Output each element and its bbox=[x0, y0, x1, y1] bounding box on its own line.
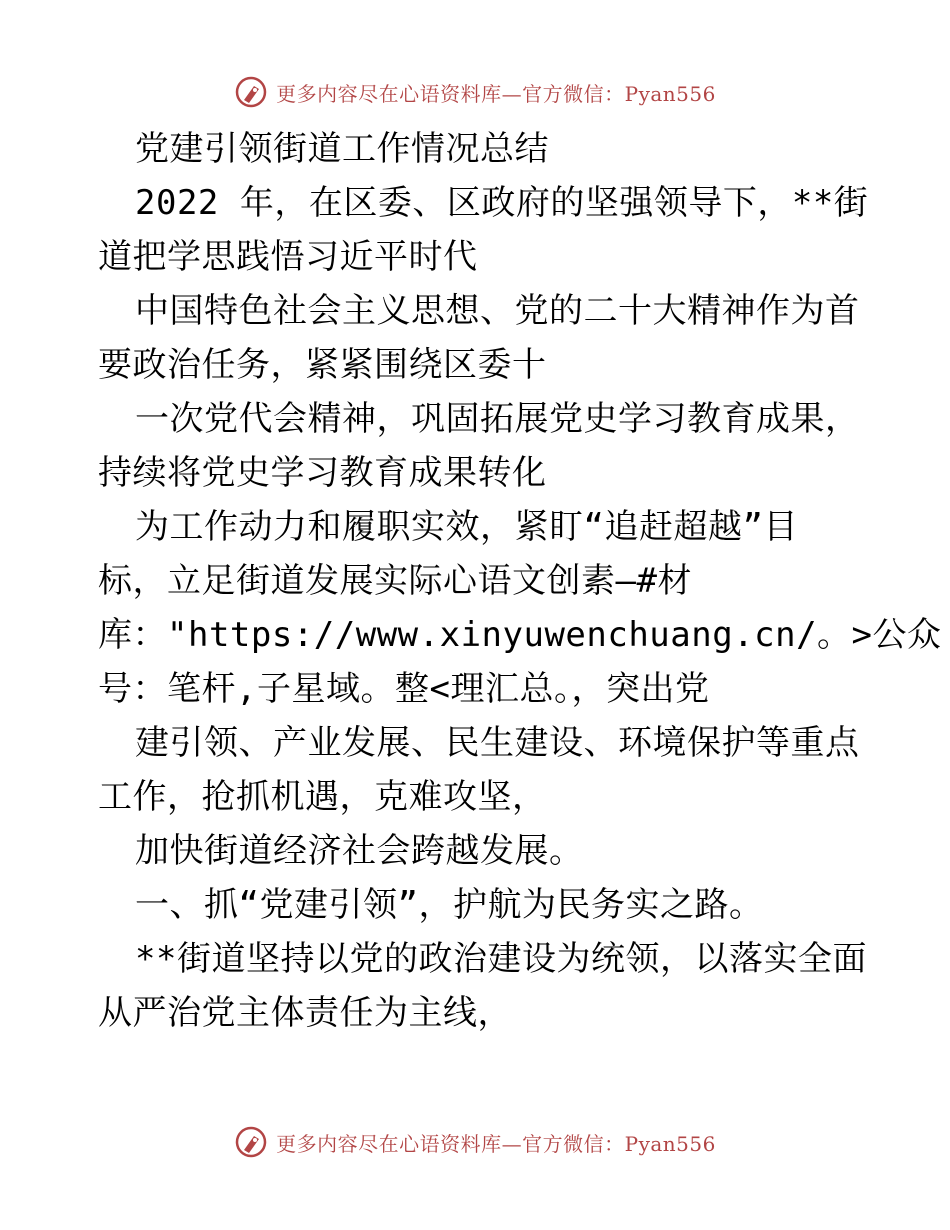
document-body bbox=[98, 122, 942, 1040]
paragraph-line: 一次党代会精神，巩固拓展党史学习教育成果， bbox=[135, 399, 860, 439]
paragraph-line: 标，立足街道发展实际心语文创素—#材 bbox=[98, 561, 692, 601]
section-heading: 一、抓“党建引领”，护航为民务实之路。 bbox=[135, 885, 764, 925]
paragraph-line: 建引领、产业发展、民生建设、环境保护等重点 bbox=[135, 723, 860, 763]
paragraph-line: 为工作动力和履职实效，紧盯“追赶超越”目 bbox=[135, 507, 798, 547]
paragraph-line: 工作，抢抓机遇，克难攻坚， bbox=[98, 777, 547, 817]
document-title: 党建引领街道工作情况总结 bbox=[135, 129, 549, 169]
pen-nib-logo-icon bbox=[234, 75, 268, 109]
watermark-text: 更多内容尽在心语资料库—官方微信：Pyan556 bbox=[276, 81, 716, 106]
paragraph-line: 中国特色社会主义思想、党的二十大精神作为首 bbox=[135, 291, 860, 331]
paragraph-line: 库："https://www.xinyuwenchuang.cn/。>公众 bbox=[98, 615, 942, 655]
watermark-text: 更多内容尽在心语资料库—官方微信：Pyan556 bbox=[276, 1131, 716, 1156]
paragraph-line: 从严治党主体责任为主线， bbox=[98, 993, 512, 1033]
footer-watermark bbox=[0, 1122, 950, 1162]
paragraph-line: 持续将党史学习教育成果转化 bbox=[98, 453, 547, 493]
paragraph-line: 要政治任务，紧紧围绕区委十 bbox=[98, 345, 547, 385]
paragraph-line: 道把学思践悟习近平时代 bbox=[98, 237, 478, 277]
pen-nib-logo-icon bbox=[234, 1125, 268, 1159]
paragraph-line: 加快街道经济社会跨越发展。 bbox=[135, 831, 584, 871]
paragraph-line: 号：笔杆,子星域。整<理汇总。，突出党 bbox=[98, 669, 710, 709]
paragraph-line: 2022 年，在区委、区政府的坚强领导下，**街 bbox=[135, 183, 869, 223]
header-watermark bbox=[0, 72, 950, 112]
paragraph-line: **街道坚持以党的政治建设为统领，以落实全面 bbox=[135, 939, 867, 979]
